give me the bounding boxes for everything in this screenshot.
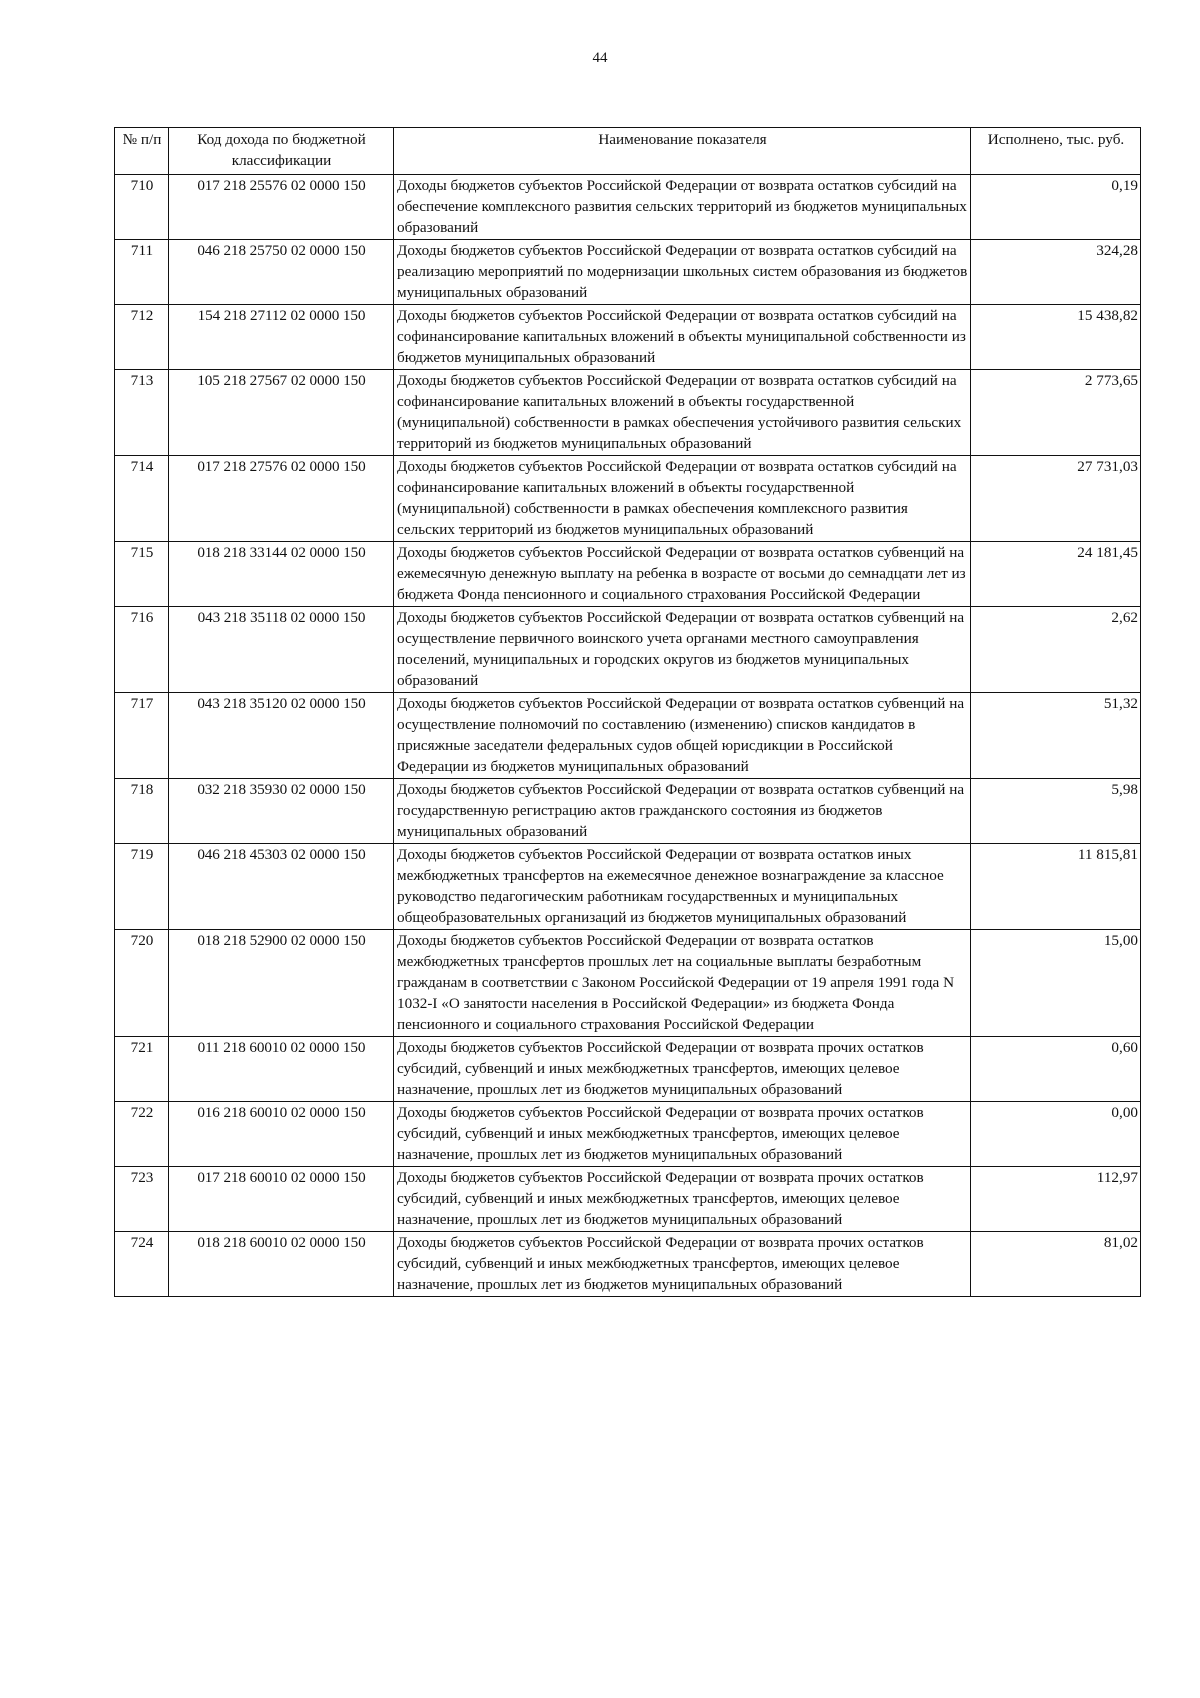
row-value: 2,62	[971, 607, 1141, 693]
row-code: 154 218 27112 02 0000 150	[169, 305, 394, 370]
table-row	[115, 240, 1141, 305]
row-num: 718	[115, 779, 169, 844]
row-num: 715	[115, 542, 169, 607]
row-value: 51,32	[971, 693, 1141, 779]
table-row	[115, 175, 1141, 240]
row-num: 724	[115, 1232, 169, 1297]
row-name: Доходы бюджетов субъектов Российской Федерации от возврата остатков субвенций на осуществление первичного воинского учета органами местного самоуправления поселений, муниципальных и городских округов из бюджетов муниципальных образований	[394, 607, 971, 693]
header-row	[115, 128, 1141, 175]
row-num: 717	[115, 693, 169, 779]
row-num: 719	[115, 844, 169, 930]
row-value: 15 438,82	[971, 305, 1141, 370]
row-name: Доходы бюджетов субъектов Российской Федерации от возврата остатков межбюджетных трансфертов прошлых лет на социальные выплаты безработным гражданам в соответствии с Законом Российской Федерации от 19 апреля 1991 года N 1032-I «О занятости населения в Российской Федерации» из бюджета Фонда пенсионного и социального страхования Российской Федерации	[394, 930, 971, 1037]
row-name: Доходы бюджетов субъектов Российской Федерации от возврата остатков субвенций на осуществление полномочий по составлению (изменению) списков кандидатов в присяжные заседатели федеральных судов общей юрисдикции в Российской Федерации из бюджетов муниципальных образований	[394, 693, 971, 779]
row-code: 105 218 27567 02 0000 150	[169, 370, 394, 456]
table-row	[115, 1232, 1141, 1297]
row-code: 017 218 25576 02 0000 150	[169, 175, 394, 240]
row-value: 5,98	[971, 779, 1141, 844]
row-value: 2 773,65	[971, 370, 1141, 456]
row-num: 714	[115, 456, 169, 542]
row-name: Доходы бюджетов субъектов Российской Федерации от возврата прочих остатков субсидий, субвенций и иных межбюджетных трансфертов, имеющих целевое назначение, прошлых лет из бюджетов муниципальных образований	[394, 1102, 971, 1167]
row-name: Доходы бюджетов субъектов Российской Федерации от возврата остатков субсидий на софинансирование капитальных вложений в объекты государственной (муниципальной) собственности в рамках обеспечения комплексного развития сельских территорий из бюджетов муниципальных образований	[394, 456, 971, 542]
page-number: 44	[592, 50, 608, 66]
header-name: Наименование показателя	[394, 128, 971, 175]
row-value: 0,00	[971, 1102, 1141, 1167]
table-row	[115, 693, 1141, 779]
row-code: 011 218 60010 02 0000 150	[169, 1037, 394, 1102]
row-value: 0,19	[971, 175, 1141, 240]
row-code: 043 218 35120 02 0000 150	[169, 693, 394, 779]
row-name: Доходы бюджетов субъектов Российской Федерации от возврата прочих остатков субсидий, субвенций и иных межбюджетных трансфертов, имеющих целевое назначение, прошлых лет из бюджетов муниципальных образований	[394, 1037, 971, 1102]
row-code: 016 218 60010 02 0000 150	[169, 1102, 394, 1167]
table-row	[115, 607, 1141, 693]
row-code: 043 218 35118 02 0000 150	[169, 607, 394, 693]
table-header	[115, 128, 1141, 175]
table-row	[115, 1167, 1141, 1232]
row-num: 710	[115, 175, 169, 240]
row-num: 712	[115, 305, 169, 370]
table-row	[115, 542, 1141, 607]
row-code: 017 218 60010 02 0000 150	[169, 1167, 394, 1232]
row-num: 721	[115, 1037, 169, 1102]
row-name: Доходы бюджетов субъектов Российской Федерации от возврата остатков субвенций на государственную регистрацию актов гражданского состояния из бюджетов муниципальных образований	[394, 779, 971, 844]
row-num: 722	[115, 1102, 169, 1167]
row-num: 720	[115, 930, 169, 1037]
row-code: 018 218 60010 02 0000 150	[169, 1232, 394, 1297]
revenue-table	[114, 127, 1141, 1297]
row-value: 24 181,45	[971, 542, 1141, 607]
table-row	[115, 844, 1141, 930]
row-value: 11 815,81	[971, 844, 1141, 930]
table-row	[115, 1037, 1141, 1102]
header-code: Код дохода по бюджетной классификации	[169, 128, 394, 175]
row-value: 27 731,03	[971, 456, 1141, 542]
row-name: Доходы бюджетов субъектов Российской Федерации от возврата остатков субвенций на ежемесячную денежную выплату на ребенка в возрасте от восьми до семнадцати лет из бюджета Фонда пенсионного и социального страхования Российской Федерации	[394, 542, 971, 607]
table-row	[115, 456, 1141, 542]
row-code: 032 218 35930 02 0000 150	[169, 779, 394, 844]
row-value: 0,60	[971, 1037, 1141, 1102]
row-value: 112,97	[971, 1167, 1141, 1232]
row-name: Доходы бюджетов субъектов Российской Федерации от возврата прочих остатков субсидий, субвенций и иных межбюджетных трансфертов, имеющих целевое назначение, прошлых лет из бюджетов муниципальных образований	[394, 1167, 971, 1232]
row-name: Доходы бюджетов субъектов Российской Федерации от возврата остатков иных межбюджетных трансфертов на ежемесячное денежное вознаграждение за классное руководство педагогическим работникам государственных и муниципальных общеобразовательных организаций из бюджетов муниципальных образований	[394, 844, 971, 930]
row-name: Доходы бюджетов субъектов Российской Федерации от возврата остатков субсидий на софинансирование капитальных вложений в объекты муниципальной собственности из бюджетов муниципальных образований	[394, 305, 971, 370]
row-value: 324,28	[971, 240, 1141, 305]
row-code: 018 218 33144 02 0000 150	[169, 542, 394, 607]
row-code: 018 218 52900 02 0000 150	[169, 930, 394, 1037]
header-value: Исполнено, тыс. руб.	[971, 128, 1141, 175]
row-name: Доходы бюджетов субъектов Российской Федерации от возврата остатков субсидий на реализацию мероприятий по модернизации школьных систем образования из бюджетов муниципальных образований	[394, 240, 971, 305]
row-code: 017 218 27576 02 0000 150	[169, 456, 394, 542]
row-num: 716	[115, 607, 169, 693]
table-body	[115, 175, 1141, 1297]
row-name: Доходы бюджетов субъектов Российской Федерации от возврата прочих остатков субсидий, субвенций и иных межбюджетных трансфертов, имеющих целевое назначение, прошлых лет из бюджетов муниципальных образований	[394, 1232, 971, 1297]
table-row	[115, 370, 1141, 456]
table-row	[115, 930, 1141, 1037]
row-value: 81,02	[971, 1232, 1141, 1297]
row-num: 713	[115, 370, 169, 456]
row-name: Доходы бюджетов субъектов Российской Федерации от возврата остатков субсидий на обеспечение комплексного развития сельских территорий из бюджетов муниципальных образований	[394, 175, 971, 240]
row-value: 15,00	[971, 930, 1141, 1037]
table-row	[115, 305, 1141, 370]
header-num: № п/п	[115, 128, 169, 175]
row-name: Доходы бюджетов субъектов Российской Федерации от возврата остатков субсидий на софинансирование капитальных вложений в объекты государственной (муниципальной) собственности в рамках обеспечения устойчивого развития сельских территорий из бюджетов муниципальных образований	[394, 370, 971, 456]
table-row	[115, 1102, 1141, 1167]
row-num: 723	[115, 1167, 169, 1232]
row-code: 046 218 25750 02 0000 150	[169, 240, 394, 305]
row-code: 046 218 45303 02 0000 150	[169, 844, 394, 930]
table-row	[115, 779, 1141, 844]
row-num: 711	[115, 240, 169, 305]
